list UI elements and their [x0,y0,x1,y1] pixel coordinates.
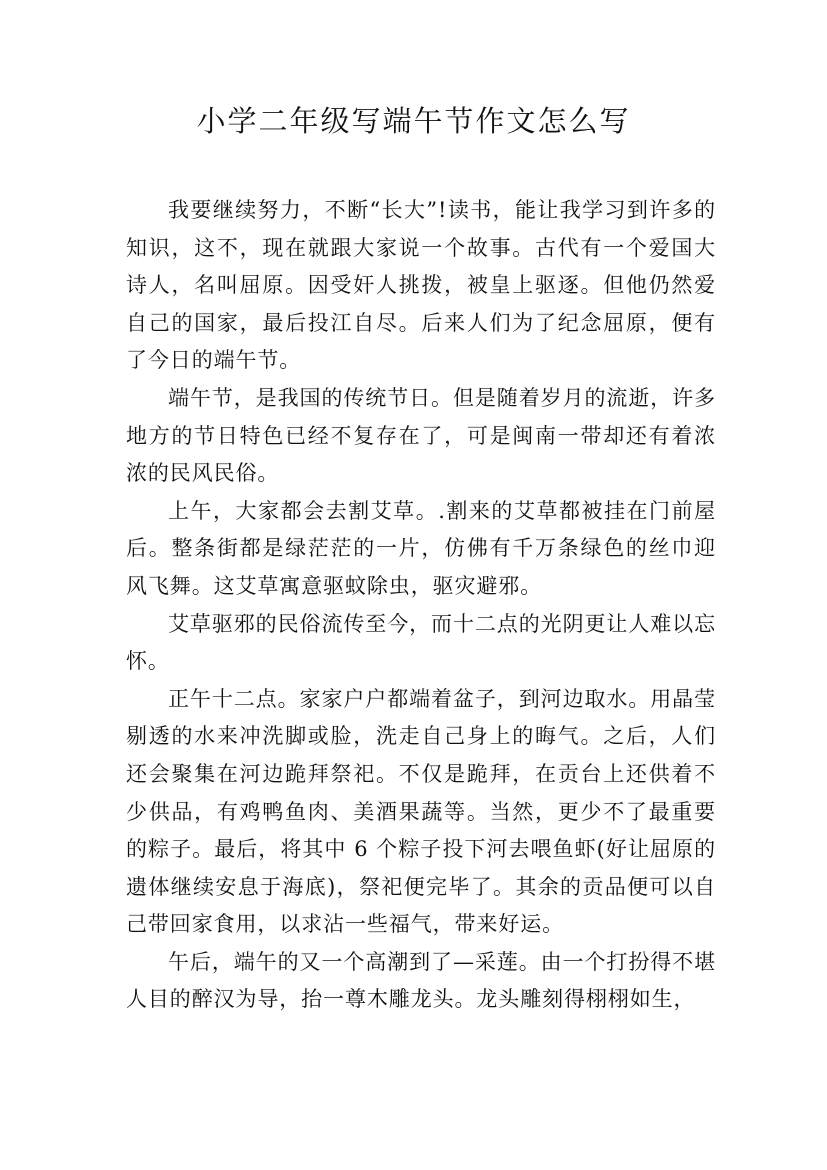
paragraph-1: 我要继续努力，不断“长大”!读书，能让我学习到许多的知识，这不，现在就跟大家说一个故事。古代有一个爱国大诗人，名叫屈原。因受奸人挑拨，被皇上驱逐。但他仍然爱自己的国家，最后投江自尽。后来人们为了纪念屈原，便有了今日的端午节。 [126,198,716,373]
paragraph-4: 艾草驱邪的民俗流传至今，而十二点的光阴更让人难以忘怀。 [126,611,716,674]
paragraph-6: 午后，端午的又一个高潮到了—采莲。由一个打扮得不堪人目的醉汉为导，抬一尊木雕龙头。龙头雕刻得栩栩如生， [126,949,716,1012]
document-title: 小学二年级写端午节作文怎么写 [196,104,631,138]
paragraph-5: 正午十二点。家家户户都端着盆子，到河边取水。用晶莹剔透的水来冲洗脚或脸，洗走自己身上的晦气。之后，人们还会聚集在河边跪拜祭祀。不仅是跪拜，在贡台上还供着不少供品，有鸡鸭鱼肉、美酒果蔬等。当然，更少不了最重要的粽子。最后，将其中 6 个粽子投下河去喂鱼虾(好让屈原的遗体继续安息于海底)，祭祀便完毕了。其余的贡品便可以自己带回家食用，以求沾一些福气，带来好运。 [126,686,716,937]
document-body [126,192,716,1019]
paragraph-3: 上午，大家都会去割艾草。.割来的艾草都被挂在门前屋后。整条街都是绿茫茫的一片，仿佛有千万条绿色的丝巾迎风飞舞。这艾草寓意驱蚊除虫，驱灾避邪。 [126,498,716,598]
paragraph-2: 端午节，是我国的传统节日。但是随着岁月的流逝，许多地方的节日特色已经不复存在了，可是闽南一带却还有着浓浓的民风民俗。 [126,385,716,486]
